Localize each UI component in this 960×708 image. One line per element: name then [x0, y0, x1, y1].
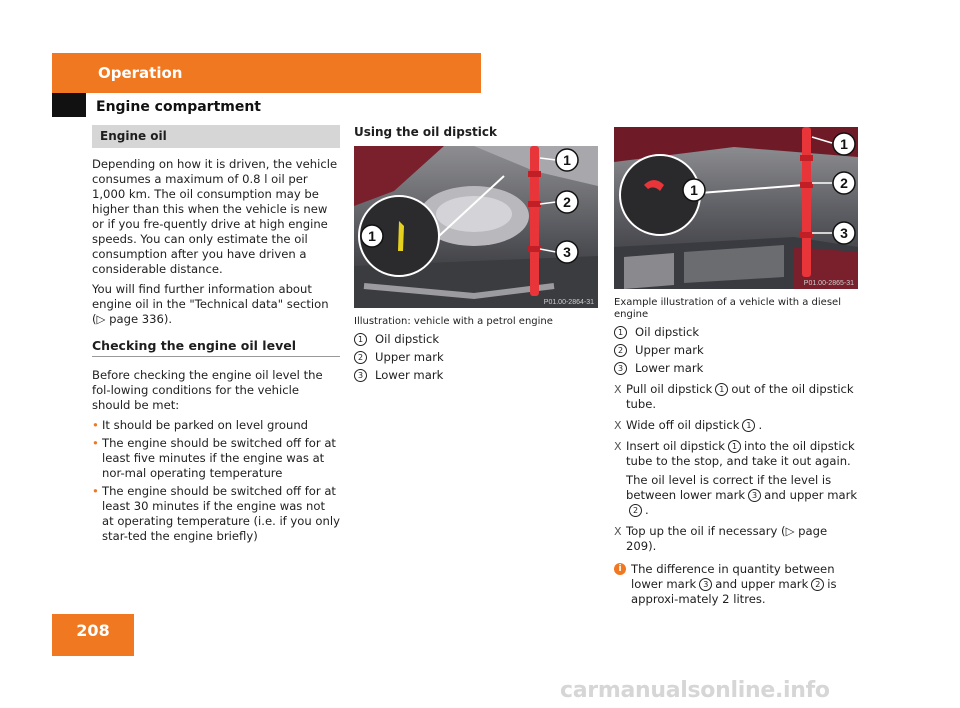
item-label: Upper mark: [635, 343, 704, 357]
step-text: [626, 418, 762, 433]
subsection-title: Engine compartment: [96, 99, 261, 115]
watermark: carmanualsonline.info: [560, 678, 830, 703]
bullet-text: It should be parked on level ground: [102, 418, 309, 432]
item-label: Oil dipstick: [635, 325, 700, 339]
number-icon: 1: [354, 333, 367, 346]
list-item: [354, 350, 599, 365]
arrow-icon: X: [614, 525, 622, 538]
callout-1b-label: 1: [368, 228, 376, 244]
arrow-icon: X: [614, 440, 622, 453]
step-top-up: [614, 524, 860, 554]
diesel-engine-photo: [614, 127, 858, 289]
oil-level-correct-text: [626, 473, 860, 518]
technical-data-paragraph: [92, 282, 340, 327]
oil-level-text-c: .: [645, 503, 649, 517]
step-text-a: Wide off oil dipstick: [626, 418, 740, 432]
number-icon: 2: [629, 504, 642, 517]
photo-code: P01.00-2864-31: [543, 299, 594, 306]
column-engine-oil: [92, 125, 340, 547]
number-icon: 1: [715, 383, 728, 396]
bullet-icon: •: [92, 436, 99, 450]
callout-1b-label: 1: [690, 182, 698, 198]
photo-code: P01.00-2865-31: [803, 280, 854, 287]
callout-3-label: 3: [563, 244, 571, 260]
note-text: [631, 562, 860, 607]
list-item: [92, 484, 340, 544]
oil-level-text-a: The oil level is correct if the level is between lower mark: [626, 473, 832, 502]
callout-3-label: 3: [840, 225, 848, 241]
number-icon: 1: [742, 419, 755, 432]
section-title: Operation: [98, 64, 183, 82]
item-label: Lower mark: [375, 368, 444, 382]
list-item: [354, 332, 599, 347]
step-insert-dipstick: [614, 439, 860, 518]
step-text: Top up the oil if necessary (▷ page 209).: [626, 524, 828, 553]
number-icon: 3: [748, 489, 761, 502]
number-icon: 2: [614, 344, 627, 357]
dipstick-heading: Using the oil dipstick: [354, 125, 497, 139]
step-text-a: Insert oil dipstick: [626, 439, 725, 453]
note-text-c: is approxi-mately 2 litres.: [631, 577, 837, 606]
petrol-engine-photo: [354, 146, 598, 308]
step-pull-dipstick: [614, 382, 860, 412]
arrow-icon: X: [614, 383, 622, 396]
header-marker: [52, 93, 86, 117]
callout-2-label: 2: [563, 194, 571, 210]
callout-2-label: 2: [840, 175, 848, 191]
number-icon: 3: [699, 578, 712, 591]
item-label: Lower mark: [635, 361, 704, 375]
info-icon: i: [614, 563, 626, 575]
technical-data-text: You will find further information about engine oil in the "Technical data" section: [92, 282, 329, 311]
number-icon: 1: [614, 326, 627, 339]
arrow-icon: X: [614, 419, 622, 432]
page-number: 208: [76, 621, 110, 640]
step-wipe-dipstick: [614, 418, 860, 433]
item-label: Oil dipstick: [375, 332, 440, 346]
bullet-text: The engine should be switched off for at least five minutes if the engine was at nor-mal operating temperature: [102, 436, 336, 480]
step-text: [626, 382, 860, 412]
step-text-b: into the oil dipstick tube to the stop, and take it out again.: [626, 439, 855, 468]
oil-level-text-b: and upper mark: [764, 488, 858, 502]
number-icon: 2: [354, 351, 367, 364]
bullet-text: The engine should be switched off for at least 30 minutes if the engine was not at operating temperature (i.e. if you only star-ted the engine briefly): [102, 484, 340, 543]
item-label: Upper mark: [375, 350, 444, 364]
column-petrol: [354, 125, 599, 386]
note-text-b: and upper mark: [715, 577, 809, 591]
checking-oil-heading: Checking the engine oil level: [92, 338, 340, 357]
list-item: [354, 368, 599, 383]
engine-oil-heading: Engine oil: [92, 125, 340, 148]
number-icon: 2: [811, 578, 824, 591]
list-item: [92, 418, 340, 433]
number-icon: 3: [614, 362, 627, 375]
list-item: [614, 361, 860, 376]
list-item: [614, 325, 860, 340]
bullet-icon: •: [92, 484, 99, 498]
callout-1-label: 1: [563, 152, 571, 168]
number-icon: 1: [728, 440, 741, 453]
info-note: [614, 562, 860, 607]
column-diesel: [614, 127, 860, 607]
petrol-caption: Illustration: vehicle with a petrol engine: [354, 316, 553, 327]
step-text: [626, 439, 860, 518]
conditions-intro: Before checking the engine oil level the fol-lowing conditions for the vehicle should be met:: [92, 368, 323, 412]
engine-oil-paragraph: Depending on how it is driven, the vehicle consumes a maximum of 0.8 l oil per 1,000 km. The oil consumption may be higher than this when the vehicle is new or if you fre-quently drive at high engine speeds. You can only estimate the oil consumption after you have driven a considerable distance.: [92, 157, 338, 276]
step-text-a: Pull oil dipstick: [626, 382, 713, 396]
diesel-caption: Example illustration of a vehicle with a diesel engine: [614, 297, 841, 320]
list-item: [92, 436, 340, 481]
number-icon: 3: [354, 369, 367, 382]
step-text-b: .: [758, 418, 763, 432]
page-reference-link[interactable]: (▷ page 336).: [92, 312, 173, 326]
list-item: [614, 343, 860, 358]
note-text-a: The difference in quantity between lower mark: [631, 562, 835, 591]
step-text-b: out of the oil dipstick tube.: [626, 382, 854, 411]
callout-1-label: 1: [840, 136, 848, 152]
bullet-icon: •: [92, 418, 99, 432]
